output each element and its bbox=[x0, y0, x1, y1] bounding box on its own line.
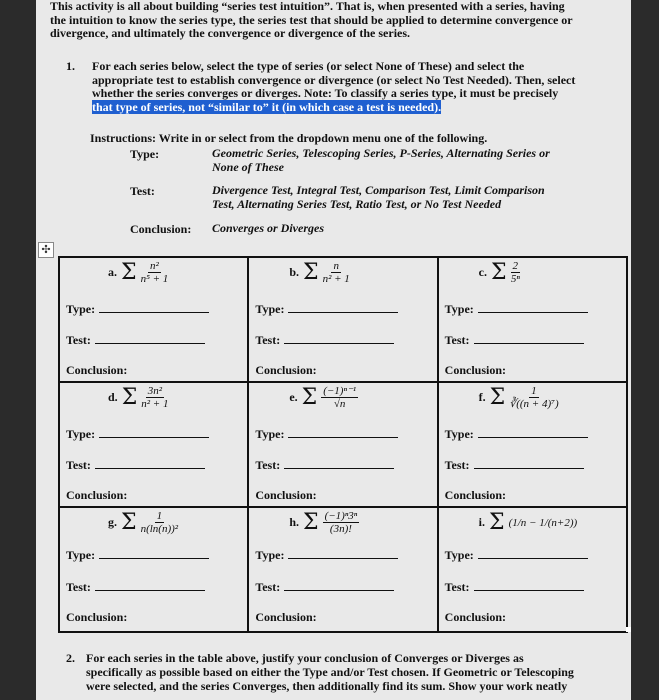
test-label: Test: bbox=[130, 184, 155, 198]
type-options bbox=[212, 147, 612, 174]
cell-g bbox=[59, 507, 248, 632]
type-label: Type: bbox=[66, 427, 96, 441]
denominator: (3n)! bbox=[329, 523, 352, 535]
sigma-icon: Σ bbox=[301, 385, 318, 410]
sigma-icon: Σ bbox=[121, 385, 138, 410]
test-label: Test: bbox=[66, 333, 91, 347]
question-line: specifically as possible based on either the Type and/or Test chosen. If Geometric or Telescoping bbox=[86, 665, 574, 679]
denominator: n² + 1 bbox=[141, 398, 169, 410]
type-answer-field[interactable] bbox=[478, 558, 588, 559]
numerator: (−1)ⁿ⁻¹ bbox=[323, 385, 357, 397]
conclusion-label: Conclusion: bbox=[66, 363, 128, 377]
conclusion-label: Conclusion: bbox=[255, 488, 317, 502]
series-letter: b. bbox=[289, 265, 300, 279]
conclusion-options: Converges or Diverges bbox=[212, 221, 324, 235]
table-move-handle-icon[interactable]: ✣ bbox=[38, 242, 54, 258]
conclusion-label: Conclusion: bbox=[255, 363, 317, 377]
denominator: n² + 1 bbox=[322, 273, 350, 285]
test-label: Test: bbox=[444, 333, 470, 347]
numerator: 2 bbox=[512, 260, 519, 272]
conclusion-label: Conclusion: bbox=[444, 363, 507, 377]
cell-h bbox=[248, 507, 437, 632]
numerator: 1 bbox=[531, 385, 537, 397]
type-label: Type: bbox=[444, 548, 474, 562]
question-line: appropriate test to establish convergence or divergence (or select No Test Needed). Then, select bbox=[92, 72, 576, 87]
intro-line: This activity is all about building “series test intuition”. That is, when presented with a series, having bbox=[50, 0, 565, 13]
sigma-icon: Σ bbox=[121, 510, 137, 535]
question-line: were selected, and the series Converges, then additionally find its sum. Show your work neatly bbox=[86, 679, 568, 693]
series-letter: a. bbox=[108, 265, 117, 279]
conclusion-label: Conclusion: bbox=[255, 610, 317, 624]
test-label: Test: bbox=[444, 458, 470, 472]
cell-b bbox=[248, 257, 437, 382]
question-number: 2. bbox=[66, 651, 75, 665]
test-label: Test: bbox=[255, 458, 281, 472]
type-answer-field[interactable] bbox=[288, 437, 398, 438]
sigma-icon: Σ bbox=[303, 260, 319, 285]
cell-i bbox=[438, 507, 627, 632]
test-label: Test: bbox=[444, 580, 470, 594]
numerator: 3n² bbox=[147, 385, 163, 397]
test-options-line: Test, Alternating Series Test, Ratio Test, or No Test Needed bbox=[212, 196, 502, 211]
type-answer-field[interactable] bbox=[288, 558, 398, 559]
cell-c bbox=[438, 257, 627, 382]
series-letter: h. bbox=[289, 515, 300, 529]
numerator: n² bbox=[150, 260, 159, 272]
sigma-icon: Σ bbox=[121, 260, 137, 285]
selected-text[interactable]: that type of series, not “similar to” it (in which case a test is needed). bbox=[92, 99, 442, 114]
numerator: (−1)ⁿ3ⁿ bbox=[324, 510, 358, 522]
instructions-text: Instructions: Write in or select from the dropdown menu one of the following. bbox=[90, 131, 488, 145]
series-table bbox=[58, 256, 628, 633]
series-letter: d. bbox=[108, 390, 118, 404]
cell-e bbox=[248, 382, 437, 507]
sigma-icon: Σ bbox=[490, 260, 507, 285]
conclusion-label: Conclusion: bbox=[66, 488, 128, 502]
test-options-line: Divergence Test, Integral Test, Comparison Test, Limit Comparison bbox=[212, 183, 545, 197]
question-line: For each series in the table above, justify your conclusion of Converges or Diverges as bbox=[86, 651, 524, 665]
type-label: Type: bbox=[255, 548, 285, 562]
type-answer-field[interactable] bbox=[478, 312, 588, 313]
series-letter: g. bbox=[108, 515, 117, 529]
test-answer-field[interactable] bbox=[474, 590, 584, 591]
type-label: Type: bbox=[444, 427, 474, 441]
type-options-line: Geometric Series, Telescoping Series, P-Series, Alternating Series or bbox=[212, 146, 550, 160]
denominator: ∛((n + 4)⁷) bbox=[509, 398, 559, 410]
intro-paragraph bbox=[50, 0, 620, 41]
type-label: Type: bbox=[66, 548, 96, 562]
test-answer-field[interactable] bbox=[474, 343, 584, 344]
series-letter: c. bbox=[478, 265, 487, 279]
sigma-icon: Σ bbox=[489, 510, 505, 535]
test-answer-field[interactable] bbox=[95, 590, 205, 591]
conclusion-label: Conclusion: bbox=[66, 610, 128, 624]
type-answer-field[interactable] bbox=[288, 312, 398, 313]
type-options-line: None of These bbox=[212, 159, 284, 174]
test-label: Test: bbox=[255, 333, 281, 347]
denominator: n(ln(n))² bbox=[140, 523, 179, 535]
type-label: Type: bbox=[444, 302, 474, 316]
series-letter: i. bbox=[478, 515, 485, 529]
denominator: 5ⁿ bbox=[510, 273, 520, 285]
cell-a bbox=[59, 257, 248, 382]
test-options bbox=[212, 184, 612, 211]
test-answer-field[interactable] bbox=[284, 468, 394, 469]
test-label: Test: bbox=[66, 458, 91, 472]
denominator: n⁵ + 1 bbox=[140, 273, 169, 285]
question-line: For each series below, select the type of series (or select None of These) and select the bbox=[92, 59, 525, 73]
test-answer-field[interactable] bbox=[95, 468, 205, 469]
intro-line: the intuition to know the series type, the series test that should be applied to determine convergence or bbox=[50, 12, 573, 27]
sigma-icon: Σ bbox=[303, 510, 319, 535]
type-answer-field[interactable] bbox=[99, 437, 209, 438]
series-letter: e. bbox=[289, 390, 298, 404]
type-label: Type: bbox=[66, 302, 96, 316]
numerator: 1 bbox=[156, 510, 163, 522]
cell-f bbox=[438, 382, 627, 507]
test-label: Test: bbox=[66, 580, 91, 594]
numerator: n bbox=[333, 260, 339, 272]
question-line: whether the series converges or diverges. Note: To classify a series type, it must be precisely bbox=[92, 86, 559, 100]
conclusion-label: Conclusion: bbox=[130, 222, 192, 236]
denominator: √n bbox=[333, 398, 346, 410]
test-label: Test: bbox=[255, 580, 281, 594]
table-resize-handle[interactable] bbox=[626, 627, 631, 632]
type-label: Type: bbox=[255, 427, 285, 441]
type-answer-field[interactable] bbox=[478, 437, 588, 438]
sigma-icon: Σ bbox=[489, 385, 506, 410]
conclusion-label: Conclusion: bbox=[444, 488, 507, 502]
test-answer-field[interactable] bbox=[284, 343, 394, 344]
test-answer-field[interactable] bbox=[95, 343, 205, 344]
cell-d bbox=[59, 382, 248, 507]
conclusion-label: Conclusion: bbox=[444, 610, 507, 624]
type-answer-field[interactable] bbox=[99, 312, 209, 313]
question-number: 1. bbox=[66, 59, 75, 73]
test-answer-field[interactable] bbox=[474, 468, 584, 469]
intro-line: divergence, and ultimately the convergence or divergence of the series. bbox=[50, 26, 411, 40]
test-answer-field[interactable] bbox=[284, 590, 394, 591]
series-letter: f. bbox=[478, 390, 486, 404]
type-label: Type: bbox=[130, 147, 160, 161]
series-expression: (1/n − 1/(n+2)) bbox=[508, 516, 578, 529]
type-answer-field[interactable] bbox=[99, 558, 209, 559]
type-label: Type: bbox=[255, 302, 285, 316]
